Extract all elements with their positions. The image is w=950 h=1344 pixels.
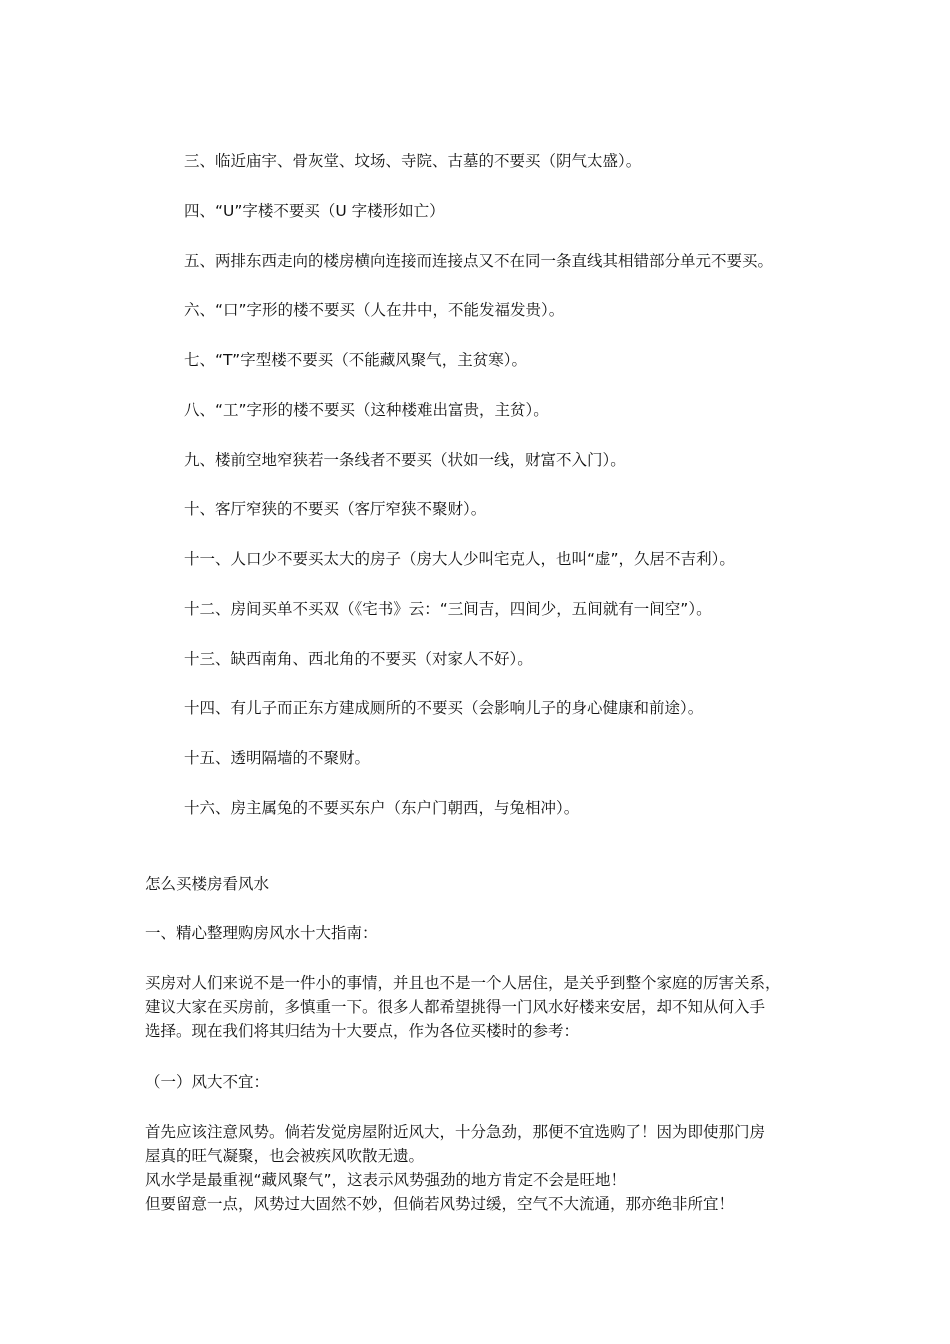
section-subtitle: 一、精心整理购房风水十大指南： bbox=[145, 924, 378, 942]
point-line-2: 屋真的旺气凝聚，也会被疾风吹散无遗。 bbox=[145, 1147, 425, 1165]
list-item-11: 十一、人口少不要买太大的房子（房大人少叫宅克人，也叫“虚”，久居不吉利）。 bbox=[184, 550, 735, 568]
list-item-16: 十六、房主属兔的不要买东户（东户门朝西，与兔相冲）。 bbox=[184, 799, 580, 817]
intro-line-2: 建议大家在买房前，多慎重一下。很多人都希望挑得一门风水好楼来安居，却不知从何入手 bbox=[145, 998, 766, 1016]
point-line-1: 首先应该注意风势。倘若发觉房屋附近风大，十分急劲，那便不宜选购了！因为即使那门房 bbox=[145, 1123, 766, 1141]
point-line-3: 风水学是最重视“藏风聚气”，这表示风势强劲的地方肯定不会是旺地！ bbox=[145, 1171, 627, 1189]
list-item-10: 十、客厅窄狭的不要买（客厅窄狭不聚财）。 bbox=[184, 500, 487, 518]
list-item-12: 十二、房间买单不买双（《宅书》云：“三间吉，四间少，五间就有一间空”）。 bbox=[184, 600, 712, 618]
list-item-6: 六、“口”字形的楼不要买（人在井中，不能发福发贵）。 bbox=[184, 301, 565, 319]
section-title: 怎么买楼房看风水 bbox=[145, 875, 270, 893]
point-title: （一）风大不宜： bbox=[145, 1073, 270, 1091]
intro-line-1: 买房对人们来说不是一件小的事情，并且也不是一个人居住，是关乎到整个家庭的厉害关系， bbox=[145, 974, 781, 992]
list-item-8: 八、“工”字形的楼不要买（这种楼难出富贵，主贫）。 bbox=[184, 401, 549, 419]
list-item-3: 三、临近庙宇、骨灰堂、坟场、寺院、古墓的不要买（阴气太盛）。 bbox=[184, 152, 642, 170]
list-item-14: 十四、有儿子而正东方建成厕所的不要买（会影响儿子的身心健康和前途）。 bbox=[184, 699, 704, 717]
list-item-5: 五、两排东西走向的楼房横向连接而连接点又不在同一条直线其相错部分单元不要买。 bbox=[184, 252, 774, 270]
list-item-13: 十三、缺西南角、西北角的不要买（对家人不好）。 bbox=[184, 650, 533, 668]
point-line-4: 但要留意一点，风势过大固然不妙，但倘若风势过缓，空气不大流通，那亦绝非所宜！ bbox=[145, 1195, 735, 1213]
list-item-9: 九、楼前空地窄狭若一条线者不要买（状如一线，财富不入门）。 bbox=[184, 451, 626, 469]
list-item-7: 七、“T”字型楼不要买（不能藏风聚气，主贫寒）。 bbox=[184, 351, 527, 369]
list-item-4: 四、“U”字楼不要买（U 字楼形如亡） bbox=[184, 202, 445, 220]
intro-line-3: 选择。现在我们将其归结为十大要点，作为各位买楼时的参考： bbox=[145, 1022, 580, 1040]
list-item-15: 十五、透明隔墙的不聚财。 bbox=[184, 749, 371, 767]
